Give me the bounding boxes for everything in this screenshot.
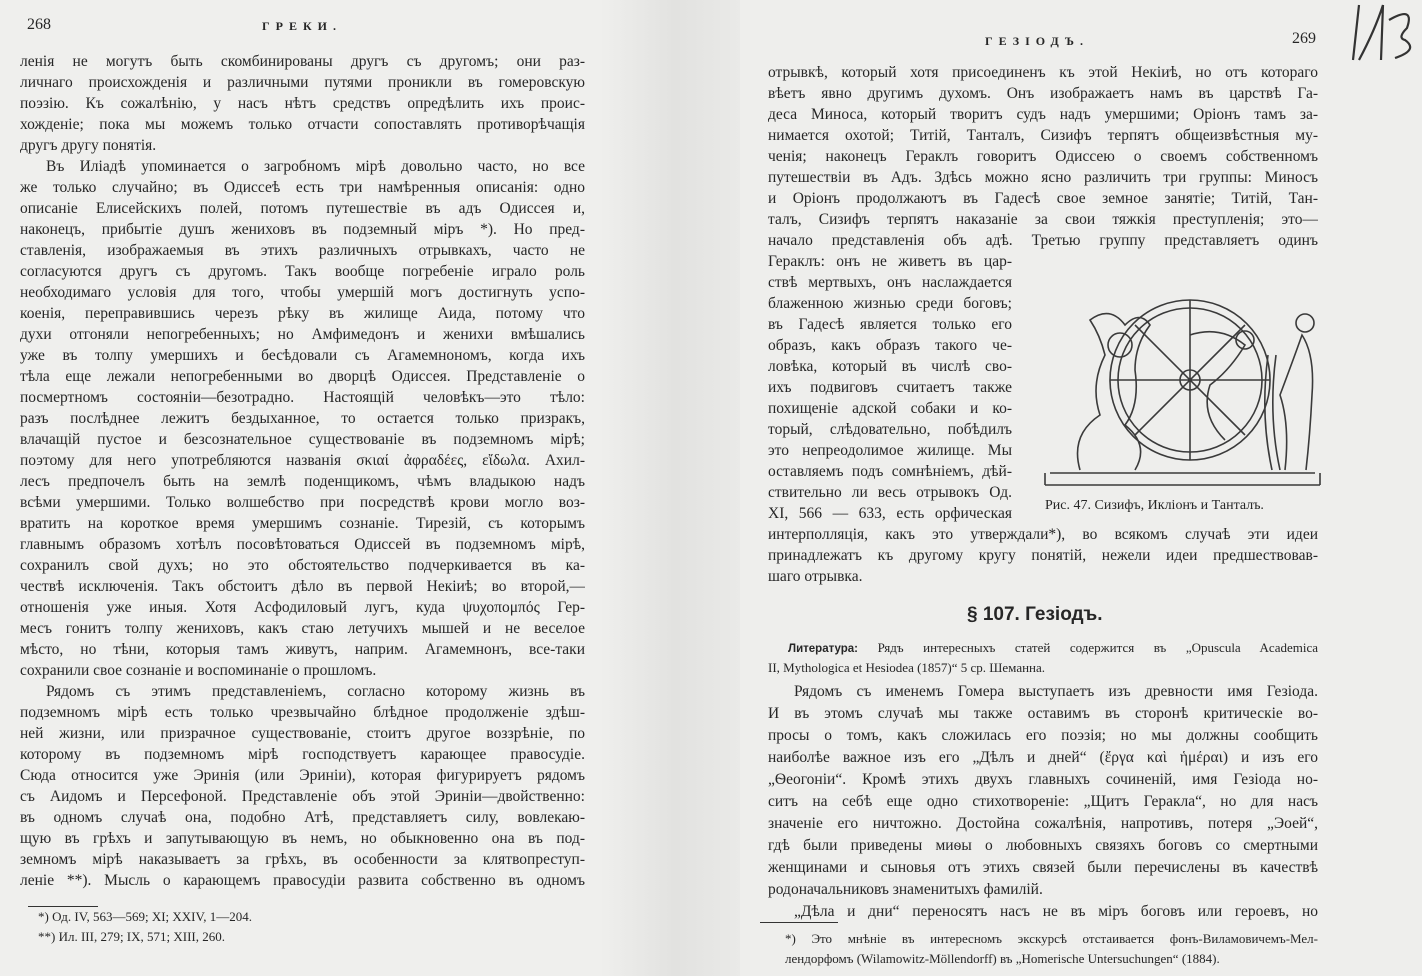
text-line: „Ѳеогоніи“. Кромѣ этихъ двухъ главныхъ сочиненій, имя Гезіода но- — [768, 771, 1318, 788]
text-line: ствѣ мертвыхъ, онъ наслаждается — [768, 274, 1012, 291]
text-line: же только случайно; въ Одиссеѣ есть три намѣренныя описанія: одно — [20, 179, 585, 196]
text-line: женщинами и сыновья отъ этихъ связей были перечислены въ качествѣ — [768, 859, 1318, 876]
text-line: ченія; наконецъ Гераклъ говоритъ Одиссею о своемъ собственномъ — [768, 148, 1318, 165]
footnote-rule-right — [760, 922, 838, 923]
text-line: вратить на короткое время умершимъ сознаніе. Тирезій, съ которымъ — [20, 515, 585, 532]
text-line: въ Гадесѣ является только его — [768, 316, 1012, 333]
text-line: хожденіе; пока мы можемъ только отчасти сопоставлять противорѣчащія — [20, 116, 585, 133]
text-line: И въ этомъ случаѣ мы также оставимъ въ сторонѣ критическіе во- — [768, 705, 1318, 722]
right-narrow-text — [768, 251, 1012, 524]
text-line: коенія, переправившись черезъ рѣку въ жилище Аида, потому что — [20, 305, 585, 322]
right-body-text — [768, 62, 1318, 251]
literature-note — [768, 638, 1318, 678]
text-line: торый, слѣдовательно, побѣдилъ — [768, 421, 1012, 438]
text-line: леніе **). Мысль о карающемъ правосудіи развита собственно въ одномъ — [20, 872, 585, 889]
text-line: *) Од. IV, 563—569; XI; XXIV, 1—204. — [38, 909, 252, 924]
text-line: *) Это мнѣніе въ интересномъ экскурсѣ отстаивается фонъ-Виламовичемъ-Мел- — [785, 931, 1318, 946]
text-line: ихъ подвиговъ считаетъ также — [768, 379, 1012, 396]
text-line: родоначальниковъ знаменитыхъ фамилій. — [768, 881, 1043, 898]
text-line: уже въ толпу умершихъ и бесѣдовали съ Агамемнономъ, когда ихъ — [20, 347, 585, 364]
text-line: принадлежатъ къ другому кругу понятій, нежели идеи предшествовав- — [768, 547, 1318, 564]
text-line: XI, 566 — 633, есть орфическая — [768, 505, 1012, 522]
literature-label: Литература: — [788, 643, 858, 655]
text-line: наиболѣе важное изъ его „Дѣлъ и дней“ (ἔργα καὶ ἡμέραι) и изъ его — [768, 749, 1318, 766]
text-line: начало представленія объ адѣ. Третью группу представляетъ одинъ — [768, 232, 1318, 249]
right-footnotes — [785, 929, 1318, 969]
text-line: путешествіи въ Адъ. Здѣсь можно ясно различить три группы: Миносъ — [768, 169, 1318, 186]
text-line: просы о томъ, какъ сложилась его поэзія; но мы должны сообщить — [768, 727, 1318, 744]
text-line: и Оріонъ продолжаютъ въ Гадесѣ свое земное занятіе; Титій, Тан- — [768, 190, 1318, 207]
running-title-right: ГЕЗІОДЪ. — [985, 34, 1089, 48]
page-number-right: 269 — [1292, 30, 1316, 47]
literature-text: Рядъ интересныхъ статей содержится въ „Opuscula Academica — [877, 640, 1318, 655]
text-line: ствительно ли весь отрывокъ Од. — [768, 484, 1012, 501]
text-line: въ одномъ случаѣ она, подобно Атѣ, представляетъ силу, вовлекаю- — [20, 809, 585, 826]
text-line: Рядомъ съ этимъ представленіемъ, согласно которому жизнь въ — [46, 683, 585, 700]
text-line: поэтому для него употребляются названія σκιαί ἀφραδέες, εἴδωλα. Ахил- — [20, 452, 585, 469]
text-line: согласуются другъ съ другомъ. Такъ вообще погребеніе играло роль — [20, 263, 585, 280]
text-line: чествѣ исключенія. Такъ обстоитъ дѣло въ первой Некіиѣ; во второй,— — [20, 578, 585, 595]
text-line: ловѣка, который въ числѣ сво- — [768, 358, 1012, 375]
text-line: поэзію. Къ сожалѣнію, у насъ нѣтъ средствъ опредѣлить ихъ проис- — [20, 95, 585, 112]
text-line: ленія не могутъ быть скомбинированы другъ съ другомъ; они раз- — [20, 53, 585, 70]
text-line: похищеніе адской собаки и ко- — [768, 400, 1012, 417]
handwritten-mark-icon — [1345, 0, 1420, 70]
text-line: оставляемъ подъ сомнѣніемъ, дѣй- — [768, 463, 1012, 480]
text-line: всѣми умершими. Только волшебство при посредствѣ крови могло воз- — [20, 494, 585, 511]
text-line: необходимаго условія для того, чтобы умершій могъ достигнуть успо- — [20, 284, 585, 301]
text-line: ставленія, изображаемыя въ этихъ различныхъ отрывкахъ, часто не — [20, 242, 585, 259]
text-line: отношенія уже иныя. Хотя Асфодиловый лугъ, куда ψυχοπομπός Гер- — [20, 599, 585, 616]
text-line: главнымъ образомъ хотѣлъ посовѣтоваться Одиссей въ подземномъ мірѣ, — [20, 536, 585, 553]
figure-caption: Рис. 47. Сизифъ, Икліонъ и Танталъ. — [1045, 498, 1264, 513]
text-line: шаго отрывка. — [768, 568, 863, 585]
text-line: духи отгоняли непогребенныхъ; но Амфимедонъ и женихи вмѣшались — [20, 326, 585, 343]
book-gutter — [600, 0, 750, 976]
text-line: съ Аидомъ и Персефоной. Представленіе объ этой Эриніи—двойственно: — [20, 788, 585, 805]
text-line: образъ, какъ образъ такого че- — [768, 337, 1012, 354]
text-line: гдѣ были приведены миѳы о любовныхъ связяхъ боговъ со смертными — [768, 837, 1318, 854]
text-line: талъ, Сизифъ терпятъ наказаніе за свои тяжкія преступленія; это— — [768, 211, 1318, 228]
text-line: деса Миноса, который творитъ судъ надъ умершими; Оріонъ тамъ за- — [768, 106, 1318, 123]
text-line: Въ Иліадѣ упоминается о загробномъ мірѣ довольно часто, но все — [46, 158, 585, 175]
text-line: Сюда относится уже Эринія (или Эриніи), которая фигурируетъ рядомъ — [20, 767, 585, 784]
text-line: подземномъ мірѣ есть только чрезвычайно блѣдное продолженіе здѣш- — [20, 704, 585, 721]
text-line: лесъ предпочелъ быть на землѣ поденщикомъ, чѣмъ владыкою надъ — [20, 473, 585, 490]
text-line: Гераклъ: онъ не живетъ въ цар- — [768, 253, 1012, 270]
text-line: тѣла еще лежали непогребенными во дворцѣ Одиссея. Представленіе о — [20, 368, 585, 385]
running-title-left: ГРЕКИ. — [262, 19, 343, 33]
left-body-text — [20, 51, 585, 891]
text-line: интерполляція, какъ это утверждали*), во всякомъ случаѣ эти идеи — [768, 526, 1318, 543]
text-line: месъ гонитъ толпу жениховъ, какъ стаю летучихъ мышей и не веселое — [20, 620, 585, 637]
literature-line: II, Mythologica et Hesiodea (1857)“ 5 ср. Шеманна. — [768, 660, 1046, 675]
text-line: посмертномъ состояніи—безотрадно. Настоящій человѣкъ—это тѣло: — [20, 389, 585, 406]
text-line: ситъ на себѣ еще одно стихотвореніе: „Щитъ Геракла“, но для насъ — [768, 793, 1318, 810]
text-line: разъ послѣднее лежитъ бездыханное, то остается только призракъ, — [20, 410, 585, 427]
text-line: описаніе Елисейскихъ полей, потомъ путешествіе въ адъ Одиссея и, — [20, 200, 585, 217]
text-line: щую въ грѣхъ и запутывающую въ немъ, но обыкновенно она въ под- — [20, 830, 585, 847]
text-line: блаженною жизнью среди боговъ; — [768, 295, 1012, 312]
sisyphus-ixion-tantalus-illustration — [1040, 295, 1322, 495]
text-line: сохранили свое сознаніе и воспоминаніе о прошломъ. — [20, 662, 377, 679]
section-heading: § 107. Гезіодъ. — [967, 604, 1103, 625]
text-line: наконецъ, прибытіе душъ жениховъ въ подземный міръ *). Но пред- — [20, 221, 585, 238]
text-line: влачащій пустое и безсознательное существованіе въ подземномъ мірѣ; — [20, 431, 585, 448]
text-line: это непреодолимое жилище. Мы — [768, 442, 1012, 459]
text-line: отрывкѣ, который хотя присоединенъ къ этой Некіиѣ, но отъ котораго — [768, 64, 1318, 81]
left-footnotes — [38, 907, 438, 947]
text-line: значеніе его ничтожно. Достойна сожалѣнія, напротивъ, потеря „Эоей“, — [768, 815, 1318, 832]
text-line: лендорфомъ (Wilamowitz-Möllendorff) въ „Homerische Untersuchungen“ (1884). — [785, 951, 1220, 966]
text-line: нимается охотой; Титій, Танталъ, Сизифъ терпятъ общеизвѣстныя му- — [768, 127, 1318, 144]
text-line: **) Ил. III, 279; IX, 571; XIII, 260. — [38, 929, 226, 944]
right-body-text-continued — [768, 524, 1318, 587]
text-line: Рядомъ съ именемъ Гомера выступаетъ изъ древности имя Гезіода. — [794, 683, 1318, 700]
text-line: мѣсто, но тѣни, которыя тамъ живутъ, наприм. Агамемнонъ, все-таки — [20, 641, 585, 658]
text-line: вѣетъ явно другимъ духомъ. Онъ изображаетъ намъ въ царствѣ Га- — [768, 85, 1318, 102]
text-line: ней жизни, или призрачное существованіе, стоитъ другое воззрѣніе, по — [20, 725, 585, 742]
text-line: другъ другу понятія. — [20, 137, 157, 154]
literature-line — [788, 638, 1318, 658]
text-line: сохранилъ свой духъ; но это обстоятельство подчеркивается въ ка- — [20, 557, 585, 574]
section-body-text — [768, 681, 1318, 923]
text-line: личнаго происхожденія и различными путями проникли въ гомеровскую — [20, 74, 585, 91]
text-line: „Дѣла и дни“ переносятъ насъ не въ міръ боговъ или героевъ, но — [794, 903, 1318, 920]
text-line: земномъ мірѣ наказываетъ за грѣхъ, въ особенности за клятвопреступ- — [20, 851, 585, 868]
text-line: которому въ подземномъ мірѣ господствуетъ карающее правосудіе. — [20, 746, 585, 763]
page-number-left: 268 — [27, 16, 51, 33]
